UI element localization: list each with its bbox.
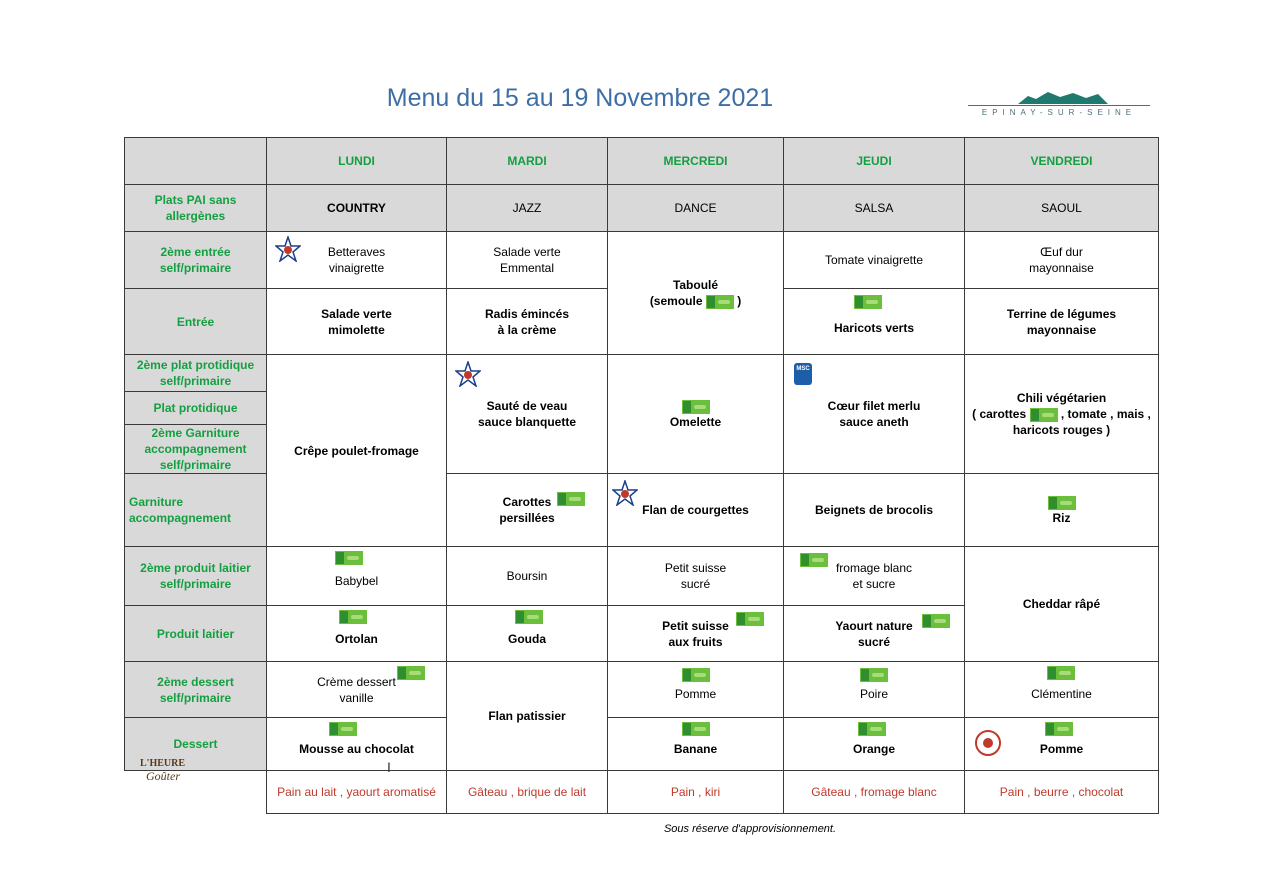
cell-garn-mardi: [447, 474, 608, 547]
apple-icon: [975, 730, 1001, 756]
cell-dessert-lundi: [267, 718, 447, 771]
bio-icon: [1030, 408, 1058, 422]
cell-crepe: Crêpe poulet-fromage: [267, 355, 447, 547]
bio-icon: [1047, 666, 1075, 680]
dish-text: Betteraves: [327, 245, 386, 259]
dish-text: aux fruits: [668, 634, 723, 649]
cell-dessert-jeudi: [784, 718, 965, 771]
label-rouge-star-icon: [612, 480, 638, 506]
row-label-dessert2: 2ème dessert self/primaire: [125, 662, 267, 718]
label-rouge-star-icon: [455, 361, 481, 387]
logo-line: L'HEURE: [140, 758, 186, 769]
dish-text: sauce blanquette: [477, 415, 577, 429]
bio-icon: [736, 612, 764, 626]
dish-text: vinaigrette: [328, 261, 385, 275]
cell-dessert-vendredi: [965, 718, 1159, 771]
snack-table: [266, 770, 1159, 814]
dish-text: Ortolan: [335, 631, 378, 646]
row-label-plat: Plat protidique: [125, 392, 267, 425]
dish-text: ( carottes: [972, 407, 1027, 421]
dish-text: Haricots verts: [833, 320, 915, 335]
dish-text: Terrine de légumes: [1006, 306, 1117, 321]
day-mercredi: MERCREDI: [608, 138, 784, 185]
theme-vendredi: SAOUL: [965, 185, 1159, 232]
msc-icon: MSC: [794, 363, 812, 385]
dish-text: mayonnaise: [1026, 322, 1097, 337]
cell-lait-mercredi: [608, 606, 784, 662]
cell-lait2-mercredi: [608, 547, 784, 606]
row-label-pai: Plats PAI sans allergènes: [125, 185, 267, 232]
row-label-entree2: 2ème entrée self/primaire: [125, 232, 267, 289]
snack-jeudi: Gâteau , fromage blanc: [784, 771, 965, 814]
dish-text: ): [737, 294, 742, 308]
dish-text: sucré: [857, 634, 891, 649]
cell-dessert2-jeudi: [784, 662, 965, 718]
cell-entree2-mardi: [447, 232, 608, 289]
cell-dessert-mercredi: [608, 718, 784, 771]
row-label-garn2: 2ème Garniture accompagnement self/primaire: [125, 425, 267, 474]
cell-lait2-mardi: Boursin: [447, 547, 608, 606]
dish-text: Taboulé: [672, 278, 719, 292]
epinay-logo: [968, 90, 1150, 120]
cell-plat-mardi: [447, 355, 608, 474]
heure-gouter-logo: [140, 758, 202, 788]
day-lundi: LUNDI: [267, 138, 447, 185]
dish-text: Salade verte: [321, 306, 392, 321]
day-jeudi: JEUDI: [784, 138, 965, 185]
bio-icon: [800, 553, 828, 567]
dish-text: Cœur filet merlu: [827, 399, 921, 413]
bio-icon: [557, 492, 585, 506]
bio-icon: [339, 610, 367, 624]
theme-mardi: JAZZ: [447, 185, 608, 232]
dish-text: mayonnaise: [1029, 261, 1094, 275]
theme-mercredi: DANCE: [608, 185, 784, 232]
cell-lait-jeudi: [784, 606, 965, 662]
cell-taboule: [608, 232, 784, 355]
dish-text: Orange: [852, 742, 895, 756]
dish-text: Crème dessert: [317, 674, 396, 689]
row-label-entree: Entrée: [125, 289, 267, 355]
theme-lundi: COUNTRY: [267, 185, 447, 232]
dish-text: Salade verte: [493, 245, 561, 259]
cell-entree2-vendredi: [965, 232, 1159, 289]
bio-icon: [682, 400, 710, 414]
dish-text: sauce aneth: [839, 415, 909, 429]
cell-plat-jeudi: [784, 355, 965, 474]
bio-icon: [682, 668, 710, 682]
dish-text: sucré: [680, 577, 711, 591]
cell-lait2-jeudi: [784, 547, 965, 606]
dish-text: mimolette: [328, 322, 385, 337]
cell-lait2-lundi: [267, 547, 447, 606]
cell-entree2-lundi: [267, 232, 447, 289]
dish-text: Pomme: [1039, 742, 1084, 756]
cell-entree-jeudi: [784, 289, 965, 355]
row-label-plat2: 2ème plat protidique self/primaire: [125, 355, 267, 392]
cell-dessert2-lundi: [267, 662, 447, 718]
dish-text: à la crème: [497, 322, 557, 337]
bio-icon: [858, 722, 886, 736]
bio-icon: [515, 610, 543, 624]
dish-text: Mousse au chocolat: [299, 742, 414, 756]
day-mardi: MARDI: [447, 138, 608, 185]
bio-icon: [922, 614, 950, 628]
supply-note: Sous réserve d'approvisionnement.: [663, 823, 837, 835]
dish-text: Banane: [673, 742, 718, 756]
dish-text: Yaourt nature: [835, 618, 913, 633]
snack-lundi: Pain au lait , yaourt aromatisé: [267, 771, 447, 814]
dish-text: Babybel: [334, 574, 379, 588]
cell-lait-lundi: [267, 606, 447, 662]
cell-entree-lundi: [267, 289, 447, 355]
bio-icon: [397, 666, 425, 680]
logo-line: Goûter: [146, 769, 180, 783]
dish-text: Œuf dur: [1040, 245, 1083, 259]
dish-text: Carottes: [502, 495, 552, 509]
cell-plat-mercredi: [608, 355, 784, 474]
row-label-lait: Produit laitier: [125, 606, 267, 662]
dish-text: Poire: [859, 686, 888, 701]
dish-text: vanille: [339, 690, 374, 705]
dish-text: Chili végétarien: [1016, 391, 1107, 405]
day-vendredi: VENDREDI: [965, 138, 1159, 185]
snack-mercredi: Pain , kiri: [608, 771, 784, 814]
cell-entree2-jeudi: Tomate vinaigrette: [784, 232, 965, 289]
snack-mardi: Gâteau , brique de lait: [447, 771, 608, 814]
bio-icon: [335, 551, 363, 565]
hills-icon: [1018, 90, 1108, 104]
cell-plat-vendredi: [965, 355, 1159, 474]
dish-text: Pomme: [674, 686, 717, 701]
dish-text: Petit suisse: [662, 618, 729, 633]
dish-text: Radis émincés: [484, 306, 570, 321]
dish-text: (semoule: [649, 294, 703, 308]
cell-entree-vendredi: [965, 289, 1159, 355]
menu-table: [124, 137, 1159, 771]
row-label-lait2: 2ème produit laitier self/primaire: [125, 547, 267, 606]
cell-garn-mercredi: [608, 474, 784, 547]
theme-jeudi: SALSA: [784, 185, 965, 232]
dish-text: Petit suisse: [664, 561, 727, 575]
bio-icon: [854, 295, 882, 309]
bio-icon: [706, 295, 734, 309]
bio-icon: [682, 722, 710, 736]
dish-text: haricots rouges ): [1012, 423, 1111, 437]
dish-text: Emmental: [499, 261, 555, 275]
row-label-dessert: Dessert: [125, 718, 267, 771]
bio-icon: [1048, 496, 1076, 510]
dish-text: Riz: [1052, 511, 1071, 525]
snack-vendredi: Pain , beurre , chocolat: [965, 771, 1159, 814]
cell-flan: Flan patissier: [447, 662, 608, 771]
bio-icon: [860, 668, 888, 682]
cell-dessert2-mercredi: [608, 662, 784, 718]
dish-text: Flan de courgettes: [642, 503, 749, 517]
dish-text: persillées: [499, 511, 555, 525]
page-title: Menu du 15 au 19 Novembre 2021: [386, 84, 774, 112]
bio-icon: [329, 722, 357, 736]
label-rouge-star-icon: [275, 236, 301, 262]
bio-icon: [1045, 722, 1073, 736]
corner-cell: [125, 138, 267, 185]
row-label-garn: Garniture accompagnement: [125, 474, 267, 547]
cell-garn-vendredi: [965, 474, 1159, 547]
dish-text: , tomate , mais ,: [1060, 407, 1151, 421]
dish-text: fromage blanc: [835, 561, 913, 575]
cell-cheddar: Cheddar râpé: [965, 547, 1159, 662]
dish-text: Clémentine: [1031, 686, 1092, 701]
dish-text: Gouda: [508, 631, 546, 646]
text-cursor-icon: I: [387, 759, 391, 775]
cell-lait-mardi: [447, 606, 608, 662]
dish-text: Sauté de veau: [486, 399, 568, 413]
dish-text: Omelette: [669, 415, 722, 429]
dish-text: et sucre: [852, 577, 896, 591]
cell-dessert2-vendredi: [965, 662, 1159, 718]
cell-garn-jeudi: Beignets de brocolis: [784, 474, 965, 547]
cell-entree-mardi: [447, 289, 608, 355]
logo-text: EPINAY-SUR-SEINE: [968, 105, 1150, 117]
